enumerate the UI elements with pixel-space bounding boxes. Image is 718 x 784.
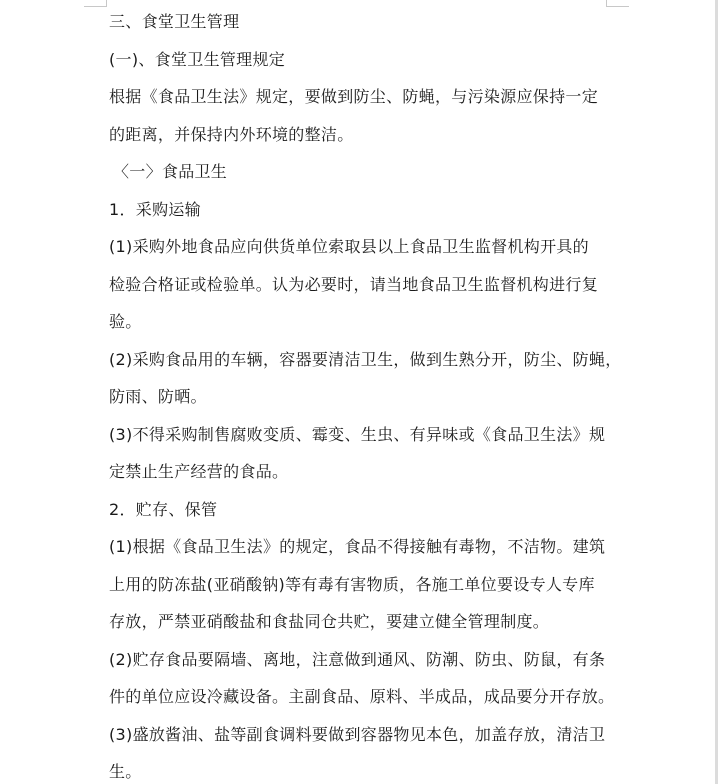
paragraph-line: 根据《食品卫生法》规定，要做到防尘、防蝇，与污染源应保持一定	[109, 87, 599, 106]
subsection-heading: 〈一〉食品卫生	[113, 162, 228, 181]
paragraph-line: (1)采购外地食品应向供货单位索取县以上食品卫生监督机构开具的	[109, 237, 589, 256]
document-body	[109, 3, 622, 784]
paragraph-line: 生。	[109, 762, 142, 781]
paragraph-line: 件的单位应设冷藏设备。主副食品、原料、半成品，成品要分开存放。	[109, 687, 615, 706]
paragraph-line: 上用的防冻盐(亚硝酸钠)等有毒有害物质，各施工单位要设专人专库	[109, 574, 595, 594]
item-heading: 2．贮存、保管	[109, 499, 218, 519]
paragraph-line: 存放，严禁亚硝酸盐和食盐同仓共贮，要建立健全管理制度。	[109, 612, 550, 631]
item-heading: 1．采购运输	[109, 199, 201, 219]
page-corner-mark-left	[84, 0, 107, 7]
paragraph-line: (3)盛放酱油、盐等副食调料要做到容器物见本色，加盖存放，清洁卫	[109, 724, 606, 744]
section-heading: 三、食堂卫生管理	[109, 12, 240, 31]
paragraph-line: 防雨、防晒。	[109, 387, 207, 406]
paragraph-line: 验。	[109, 312, 142, 331]
paragraph-line: (2)采购食品用的车辆，容器要清洁卫生，做到生熟分开，防尘、防蝇，	[109, 349, 622, 369]
subsection-heading: (一)、食堂卫生管理规定	[109, 49, 286, 69]
paragraph-line: 定禁止生产经营的食品。	[109, 462, 289, 481]
paragraph-line: (1)根据《食品卫生法》的规定，食品不得接触有毒物，不洁物。建筑	[109, 537, 606, 556]
paragraph-line: 检验合格证或检验单。认为必要时，请当地食品卫生监督机构进行复	[109, 274, 599, 294]
paragraph-line: 的距离，并保持内外环境的整洁。	[109, 124, 354, 144]
paragraph-line: (2)贮存食品要隔墙、离地，注意做到通风、防潮、防虫、防鼠，有条	[109, 649, 606, 669]
paragraph-line: (3)不得采购制售腐败变质、霉变、生虫、有异味或《食品卫生法》规	[109, 424, 606, 444]
